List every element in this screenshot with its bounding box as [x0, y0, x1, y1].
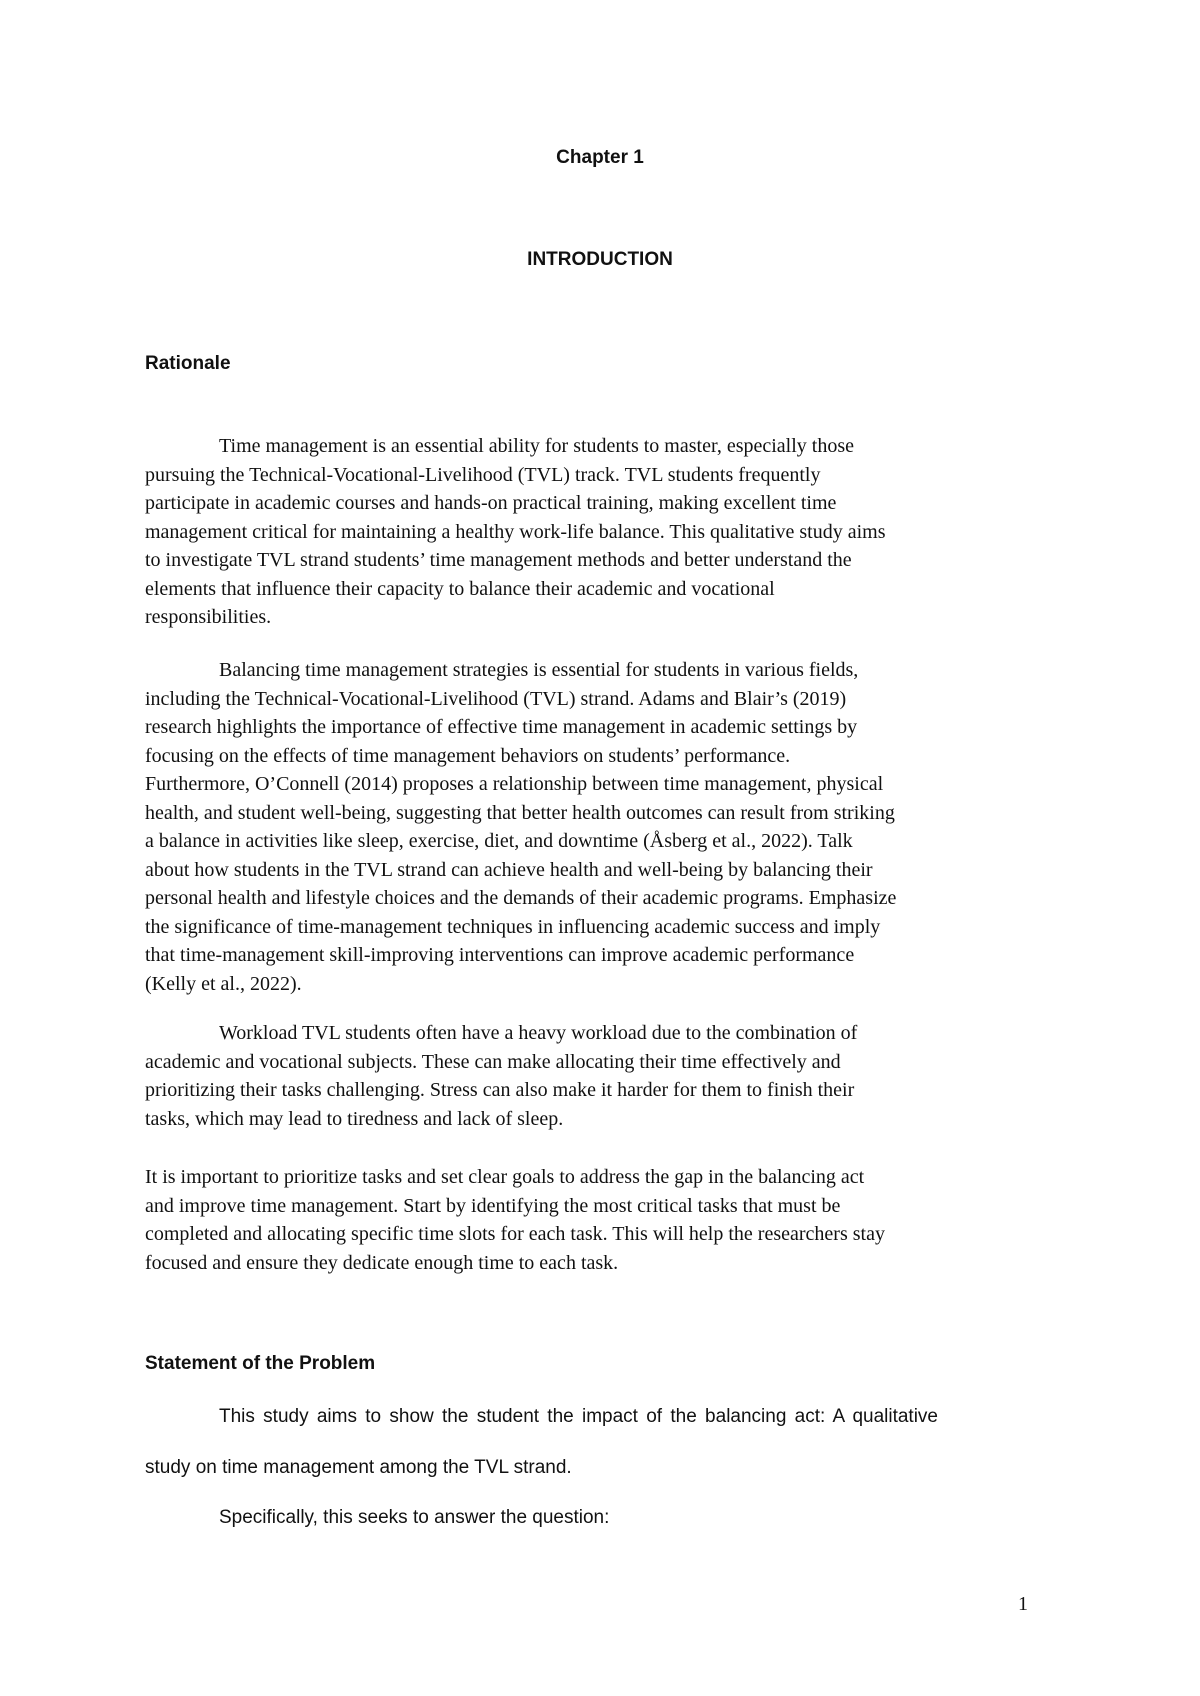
- text-line: the significance of time-management techniques in influencing academic success and imply: [145, 915, 881, 938]
- text-line: pursuing the Technical-Vocational-Livelihood (TVL) track. TVL students frequently: [145, 463, 821, 486]
- text-line: (Kelly et al., 2022).: [145, 972, 302, 995]
- page-number: 1: [1018, 1593, 1028, 1615]
- text-line: personal health and lifestyle choices and the demands of their academic programs. Emphasize: [145, 887, 897, 909]
- rationale-paragraph-4: [145, 1163, 1065, 1277]
- text-line: management critical for maintaining a healthy work-life balance. This qualitative study aims: [145, 520, 886, 543]
- text-line: elements that influence their capacity to balance their academic and vocational: [145, 577, 775, 600]
- text-line: completed and allocating specific time slots for each task. This will help the researchers stay: [145, 1223, 885, 1245]
- rationale-paragraph-3: [145, 1019, 1065, 1133]
- text-line: tasks, which may lead to tiredness and lack of sleep.: [145, 1107, 564, 1130]
- page-title: INTRODUCTION: [527, 249, 673, 270]
- statement-question-intro: Specifically, this seeks to answer the question:: [219, 1507, 610, 1528]
- rationale-heading: Rationale: [145, 353, 231, 374]
- text-line: that time-management skill-improving interventions can improve academic performance: [145, 944, 855, 966]
- text-line: a balance in activities like sleep, exercise, diet, and downtime (Åsberg et al., 2022). Talk: [145, 830, 853, 852]
- statement-text-line: study on time management among the TVL strand.: [145, 1457, 572, 1478]
- text-line: health, and student well-being, suggesting that better health outcomes can result from striking: [145, 801, 895, 824]
- text-line: to investigate TVL strand students’ time management methods and better understand the: [145, 549, 852, 571]
- text-line: focused and ensure they dedicate enough time to each task.: [145, 1251, 619, 1274]
- text-line: academic and vocational subjects. These can make allocating their time effectively and: [145, 1050, 841, 1073]
- text-line: Workload TVL students often have a heavy workload due to the combination of: [219, 1022, 858, 1044]
- text-line: responsibilities.: [145, 606, 272, 628]
- text-line: about how students in the TVL strand can achieve health and well-being by balancing their: [145, 858, 873, 881]
- text-line: Time management is an essential ability for students to master, especially those: [219, 435, 854, 457]
- text-line: and improve time management. Start by identifying the most critical tasks that must be: [145, 1194, 841, 1217]
- text-line: focusing on the effects of time management behaviors on students’ performance.: [145, 744, 791, 767]
- rationale-paragraph-1: [145, 432, 1065, 632]
- text-line: including the Technical-Vocational-Livelihood (TVL) strand. Adams and Blair’s (2019): [145, 687, 847, 710]
- statement-text-line: This study aims to show the student the impact of the balancing act: A qualitative: [219, 1406, 938, 1427]
- text-line: Balancing time management strategies is essential for students in various fields,: [219, 659, 859, 681]
- text-line: participate in academic courses and hands-on practical training, making excellent time: [145, 492, 837, 514]
- text-line: It is important to prioritize tasks and set clear goals to address the gap in the balancing act: [145, 1166, 865, 1188]
- rationale-paragraph-2: [145, 656, 1065, 998]
- chapter-heading: Chapter 1: [556, 147, 644, 168]
- text-line: prioritizing their tasks challenging. Stress can also make it harder for them to finish their: [145, 1079, 855, 1101]
- text-line: research highlights the importance of effective time management in academic settings by: [145, 716, 858, 738]
- statement-of-problem-heading: Statement of the Problem: [145, 1353, 376, 1374]
- text-line: Furthermore, O’Connell (2014) proposes a relationship between time management, physical: [145, 773, 884, 795]
